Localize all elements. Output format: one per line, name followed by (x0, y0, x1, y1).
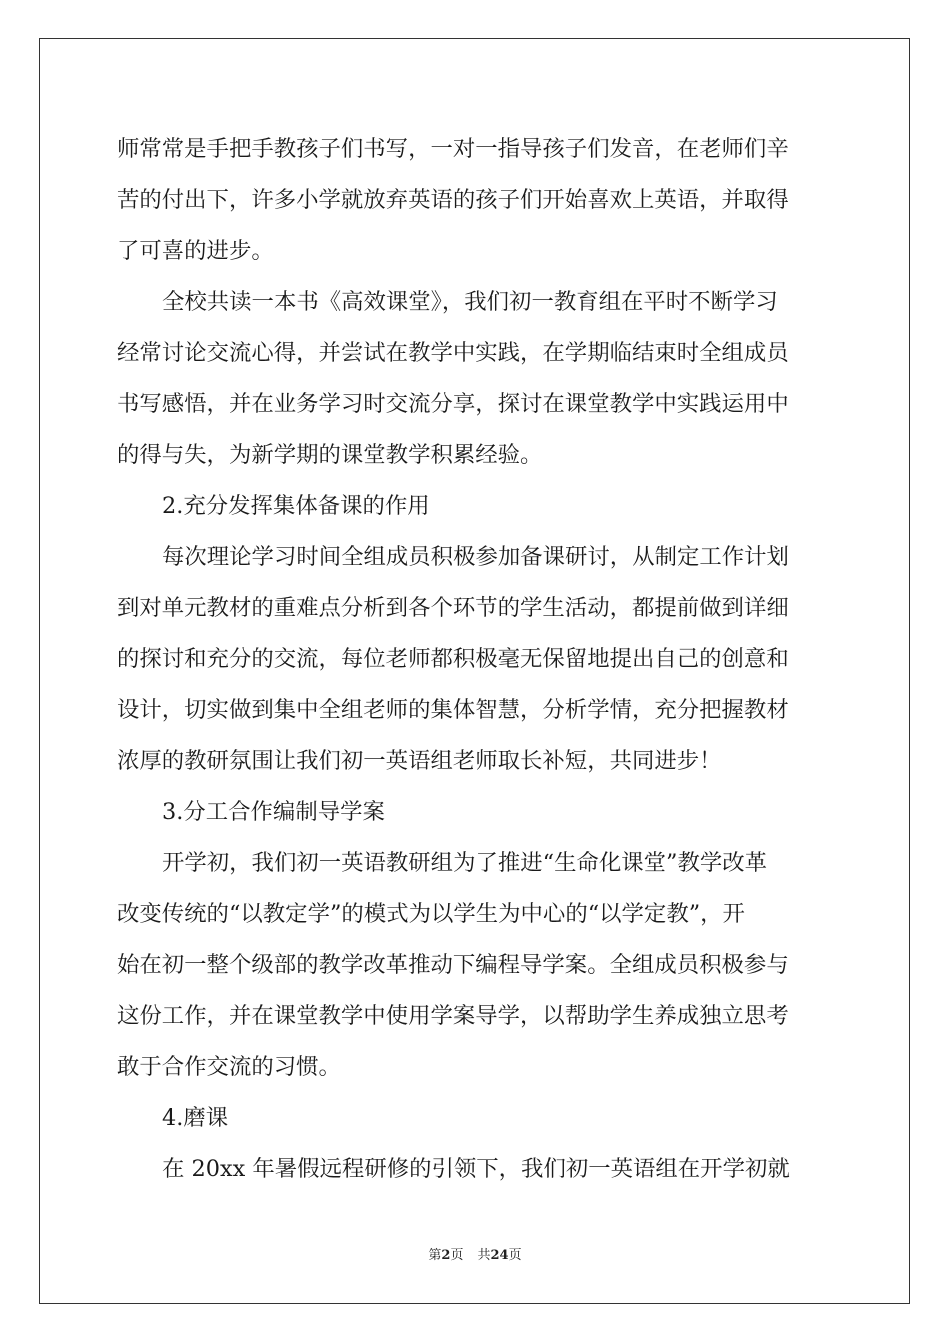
paragraph-start-line: 全校共读一本书《高效课堂》，我们初一教育组在平时不断学习 (162, 289, 778, 315)
text-line: 经常讨论交流心得，并尝试在教学中实践，在学期临结束时全组成员 (117, 340, 789, 366)
text-line: 敢于合作交流的习惯。 (117, 1054, 341, 1080)
current-page-number: 2 (441, 1248, 451, 1263)
text-line: 浓厚的教研氛围让我们初一英语组老师取长补短，共同进步！ (117, 748, 722, 774)
section-heading: 2.充分发挥集体备课的作用 (162, 493, 430, 519)
paragraph-start-line: 在 20xx 年暑假远程研修的引领下，我们初一英语组在开学初就 (162, 1156, 790, 1182)
page-prefix: 第 (428, 1248, 442, 1263)
paragraph-start-line: 开学初，我们初一英语教研组为了推进“生命化课堂”教学改革 (162, 850, 768, 876)
text-line: 的得与失，为新学期的课堂教学积累经验。 (117, 442, 543, 468)
text-line: 了可喜的进步。 (117, 238, 274, 264)
text-line: 改变传统的“以教定学”的模式为以学生为中心的“以学定教”，开 (117, 901, 745, 927)
text-line: 这份工作，并在课堂教学中使用学案导学，以帮助学生养成独立思考 (117, 1003, 789, 1029)
section-heading: 4.磨课 (162, 1105, 229, 1131)
text-line: 书写感悟，并在业务学习时交流分享，探讨在课堂教学中实践运用中 (117, 391, 789, 417)
text-line: 始在初一整个级部的教学改革推动下编程导学案。全组成员积极参与 (117, 952, 789, 978)
document-body (117, 124, 835, 1195)
total-suffix: 页 (508, 1248, 522, 1263)
total-pages-number: 24 (490, 1248, 509, 1263)
text-line: 师常常是手把手教孩子们书写，一对一指导孩子们发音，在老师们辛 (117, 136, 789, 162)
text-line: 苦的付出下，许多小学就放弃英语的孩子们开始喜欢上英语，并取得 (117, 187, 789, 213)
total-prefix: 共 (477, 1248, 491, 1263)
text-line: 到对单元教材的重难点分析到各个环节的学生活动，都提前做到详细 (117, 595, 789, 621)
text-line: 设计，切实做到集中全组老师的集体智慧，分析学情，充分把握教材 (117, 697, 789, 723)
page-suffix: 页 (450, 1248, 464, 1263)
page-footer (0, 1246, 950, 1266)
paragraph-start-line: 每次理论学习时间全组成员积极参加备课研讨，从制定工作计划 (162, 544, 789, 570)
text-line: 的探讨和充分的交流，每位老师都积极毫无保留地提出自己的创意和 (117, 646, 789, 672)
section-heading: 3.分工合作编制导学案 (162, 799, 385, 825)
